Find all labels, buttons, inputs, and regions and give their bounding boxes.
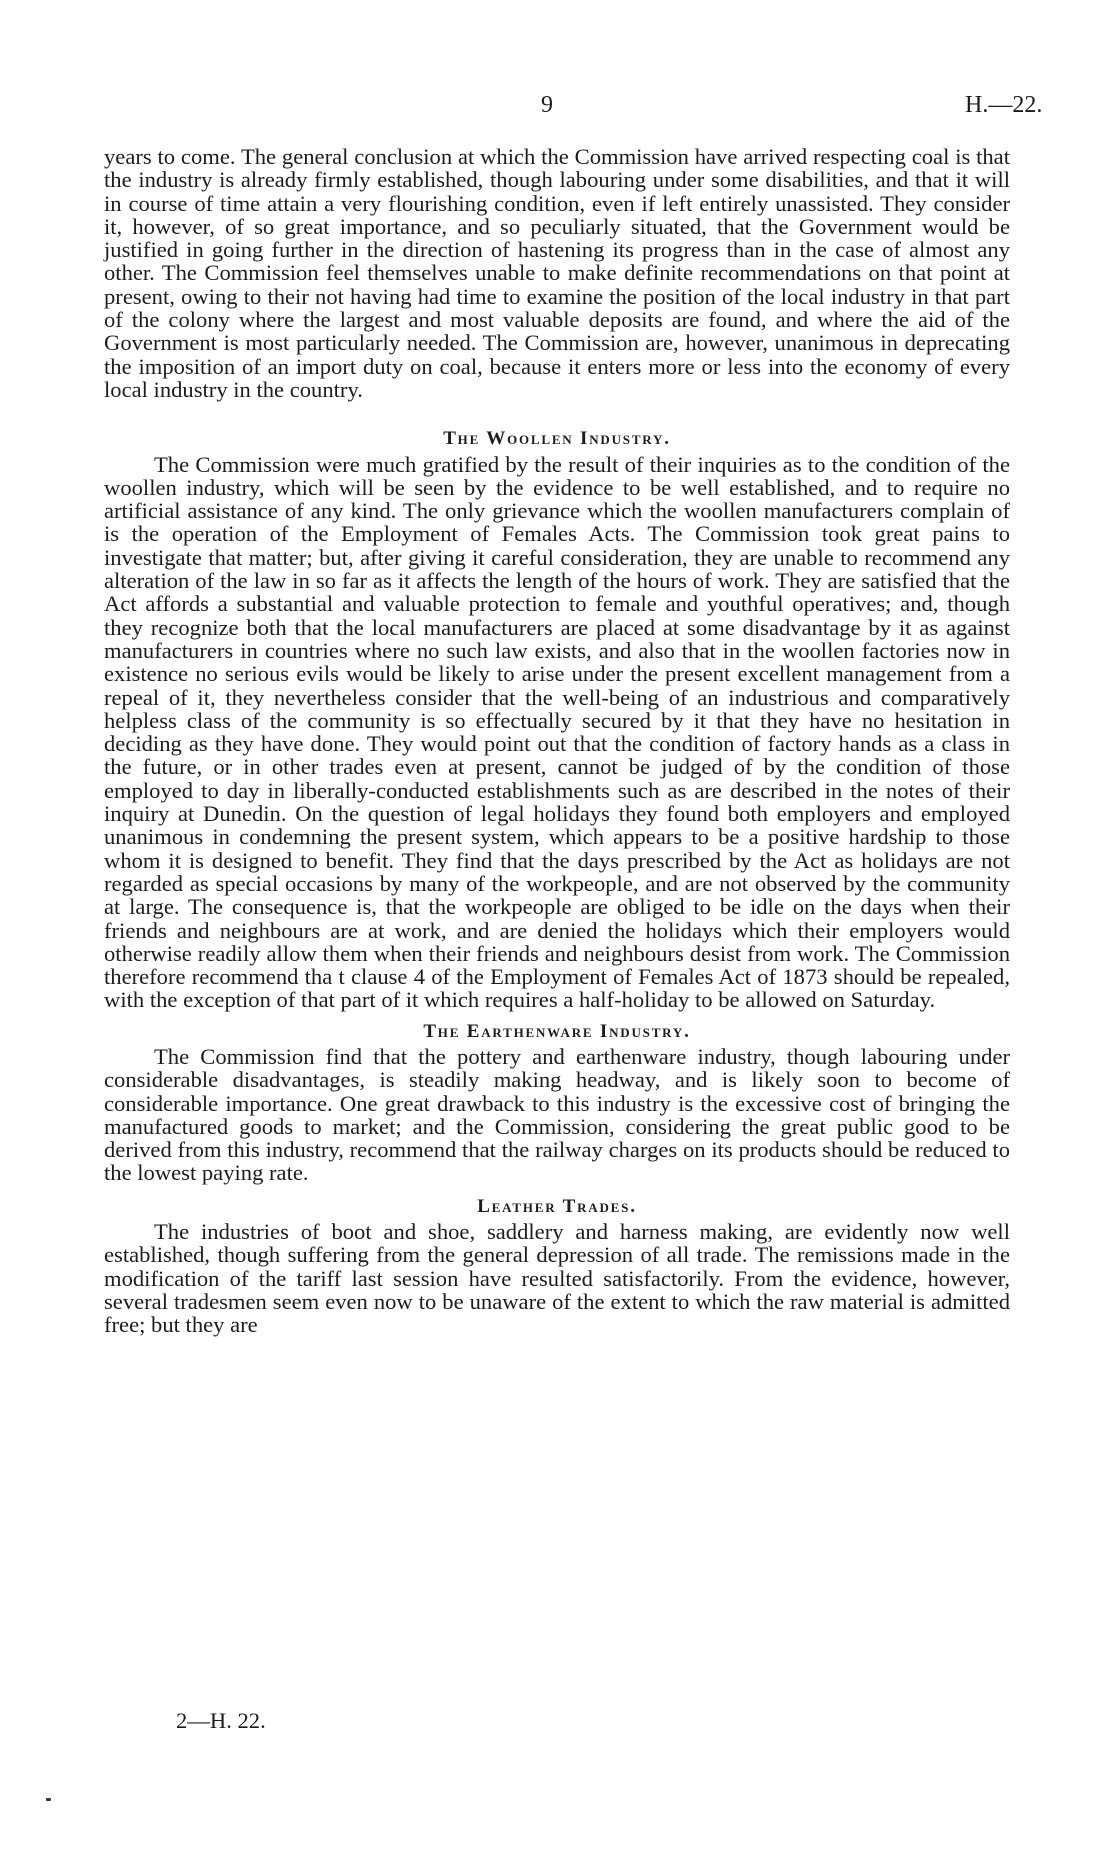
page-number: 9 bbox=[541, 92, 553, 118]
section-heading-woollen: The Woollen Industry. bbox=[443, 428, 671, 450]
body-text bbox=[104, 145, 1010, 1337]
page-signature: 2—H. 22. bbox=[176, 1708, 266, 1733]
paragraph-coal: years to come. The general conclusion at which the Commission have arrived respecting coal is that the industry is already firmly established, though labouring under some disabilities, and that it will in course of time attain a very flourishing condition, even if left entirely unassisted. They consider it, however, of so great importance, and so peculiarly situated, that the Government would be justified in going further in the direction of hastening its progress than in the case of almost any other. The Commission feel themselves unable to make definite recommendations on that point at present, owing to their not having had time to examine the position of the local industry in that part of the colony where the largest and most valuable deposits are found, and where the aid of the Government is most particularly needed. The Commission are, however, unanimous in deprecating the imposition of an import duty on coal, because it enters more or less into the economy of every local industry in the country. bbox=[104, 144, 1010, 402]
paragraph-earthenware: The Commission find that the pottery and earthenware industry, though labouring under considerable disadvantages, is steadily making headway, and is likely soon to become of considerable importance. One great drawback to this industry is the excessive cost of bringing the manufactured goods to market; and the Commission, considering the great public good to be derived from this industry, recommend that the railway charges on its products should be reduced to the lowest paying rate. bbox=[104, 1043, 1010, 1186]
paragraph-leather: The industries of boot and shoe, saddlery and harness making, are evidently now well established, though suffering from the general depression of all trade. The remissions made in the modification of the tariff last session have resulted satisfactorily. From the evidence, however, several tradesmen seem even now to be unaware of the extent to which the raw material is admitted free; but they are bbox=[104, 1219, 1010, 1338]
section-heading-earthenware: The Earthenware Industry. bbox=[423, 1020, 691, 1042]
stray-ink-mark bbox=[46, 1798, 51, 1801]
document-reference: H.—22. bbox=[965, 92, 1043, 118]
section-heading-leather: Leather Trades. bbox=[477, 1195, 637, 1217]
paragraph-woollen: The Commission were much gratified by the result of their inquiries as to the condition of the woollen industry, which will be seen by the evidence to be well established, and to require no artificial assistance of any kind. The only grievance which the woollen manufacturers complain of is the operation of the Employment of Females Acts. The Commission took great pains to investigate that matter; but, after giving it careful consideration, they are unable to recommend any alteration of the law in so far as it affects the length of the hours of work. They are satisfied that the Act affords a substantial and valuable protection to female and youthful operatives; and, though they recognize both that the local manufacturers are placed at some disadvantage by it as against manufacturers in countries where no such law exists, and also that in the woollen factories now in existence no serious evils would be likely to arise under the present excellent management from a repeal of it, they nevertheless consider that the well-being of an industrious and comparatively helpless class of the community is so effectually secured by it that they have no hesitation in deciding as they have done. They would point out that the condition of factory hands as a class in the future, or in other trades even at present, cannot be judged of by the condition of those employed to day in liberally-conducted establishments such as are described in the notes of their inquiry at Dunedin. On the question of legal holidays they found both employers and employed unanimous in condemning the present system, which appears to be a positive hardship to those whom it is designed to benefit. They find that the days prescribed by the Act as holidays are not regarded as special occasions by many of the workpeople, and are not observed by the community at large. The consequence is, that the workpeople are obliged to be idle on the days when their friends and neighbours are at work, and are denied the holidays which their employers would otherwise readily allow them when their friends and neighbours desist from work. The Commission therefore recommend tha t clause 4 of the Employment of Females Act of 1873 should be repealed, with the exception of that part of it which requires a half-holiday to be allowed on Saturday. bbox=[104, 451, 1010, 1013]
